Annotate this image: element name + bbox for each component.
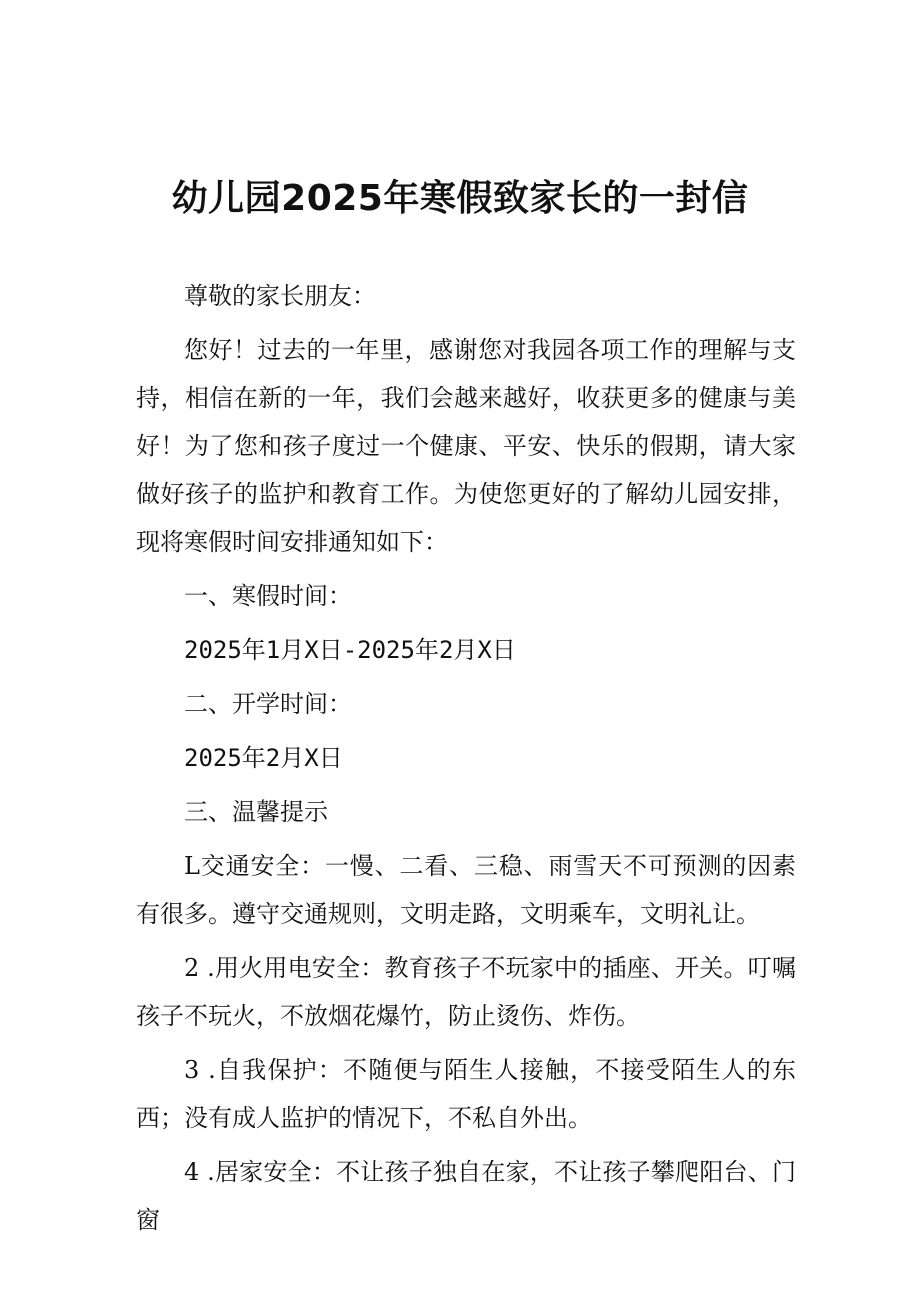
section-heading-tips: 三、温馨提示 <box>184 798 328 826</box>
section-heading-winter-break: 一、寒假时间： <box>184 582 352 610</box>
intro-paragraph: 您好！过去的一年里，感谢您对我园各项工作的理解与支持，相信在新的一年，我们会越来越好，收获更多的健康与美好！为了您和孩子度过一个健康、平安、快乐的假期，请大家做好孩子的监护和教育工作。为使您更好的了解幼儿园安排，现将寒假时间安排通知如下： <box>136 336 796 556</box>
section-heading-school-start: 二、开学时间： <box>184 690 352 718</box>
tip-fire-electric-safety: 2 .用火用电安全：教育孩子不玩家中的插座、开关。叮嘱孩子不玩火，不放烟花爆竹，防止烫伤、炸伤。 <box>136 954 796 1030</box>
school-start-date: 2025年2月X日 <box>184 744 343 772</box>
letter-body <box>136 272 796 1250</box>
tip-traffic-safety: L交通安全：一慢、二看、三稳、雨雪天不可预测的因素有很多。遵守交通规则，文明走路，文明乘车，文明礼让。 <box>136 852 796 928</box>
winter-break-dates: 2025年1月X日-2025年2月X日 <box>184 636 516 664</box>
document-title: 幼儿园2025年寒假致家长的一封信 <box>171 178 749 219</box>
tip-self-protection: 3 .自我保护：不随便与陌生人接触，不接受陌生人的东西；没有成人监护的情况下，不私自外出。 <box>136 1056 796 1132</box>
salutation: 尊敬的家长朋友： <box>184 282 376 310</box>
tip-home-safety: 4 .居家安全：不让孩子独自在家，不让孩子攀爬阳台、门窗 <box>136 1158 796 1234</box>
